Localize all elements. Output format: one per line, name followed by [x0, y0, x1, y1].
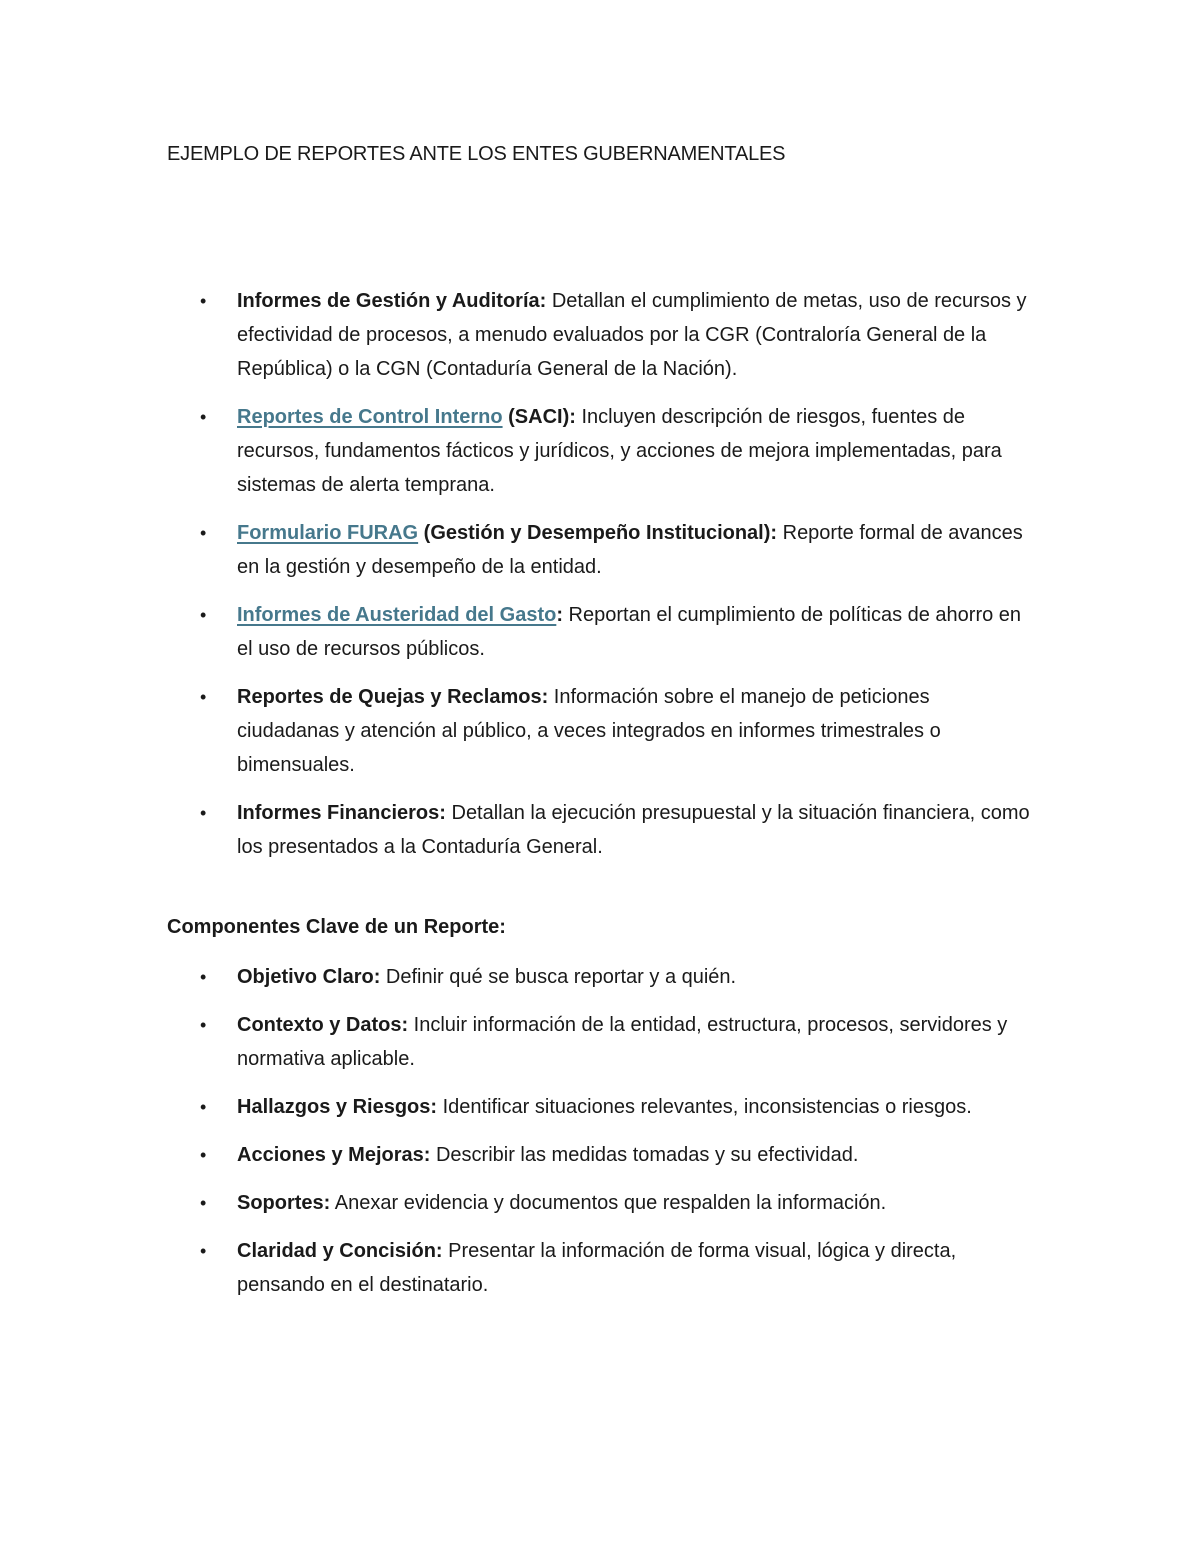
- item-text: Incluyen descripción de riesgos, fuentes de recursos, fundamentos fácticos y jurídicos, y acciones de mejora implementadas, para sistemas de alerta temprana.: [237, 406, 1002, 496]
- list-item: [200, 1090, 1030, 1124]
- components-heading: Componentes Clave de un Reporte:: [167, 916, 506, 938]
- item-term: (SACI):: [502, 406, 576, 428]
- item-term: Acciones y Mejoras:: [237, 1144, 431, 1166]
- components-list: [200, 960, 1030, 1316]
- bullet-icon: •: [200, 1193, 207, 1213]
- item-text: Identificar situaciones relevantes, inconsistencias o riesgos.: [437, 1096, 972, 1118]
- item-term: Soportes:: [237, 1192, 331, 1214]
- item-term: Claridad y Concisión:: [237, 1240, 443, 1262]
- bullet-icon: •: [200, 291, 207, 311]
- bullet-icon: •: [200, 803, 207, 823]
- item-term: :: [556, 604, 563, 626]
- bullet-icon: •: [200, 1145, 207, 1165]
- item-text: Información sobre el manejo de peticiones ciudadanas y atención al público, a veces integrados en informes trimestrales o bimensuales.: [237, 686, 941, 776]
- list-item: [200, 796, 1030, 864]
- bullet-icon: •: [200, 605, 207, 625]
- reports-list: [200, 284, 1030, 878]
- item-text: Describir las medidas tomadas y su efectividad.: [430, 1144, 859, 1166]
- bullet-icon: •: [200, 967, 207, 987]
- item-text: Detallan el cumplimiento de metas, uso de recursos y efectividad de procesos, a menudo evaluados por la CGR (Contraloría General de la República) o la CGN (Contaduría General de la Nación).: [237, 290, 1027, 380]
- list-item: [200, 1138, 1030, 1172]
- link-informes-austeridad[interactable]: Informes de Austeridad del Gasto: [237, 604, 557, 626]
- bullet-icon: •: [200, 1241, 207, 1261]
- item-term: Contexto y Datos:: [237, 1014, 409, 1036]
- item-term: Reportes de Quejas y Reclamos:: [237, 686, 549, 708]
- list-item: [200, 400, 1030, 502]
- item-term: (Gestión y Desempeño Institucional):: [418, 522, 778, 544]
- link-formulario-furag[interactable]: Formulario FURAG: [237, 522, 419, 544]
- item-term: Hallazgos y Riesgos:: [237, 1096, 438, 1118]
- list-item: [200, 1234, 1030, 1302]
- bullet-icon: •: [200, 687, 207, 707]
- list-item: [200, 284, 1030, 386]
- item-term: Informes de Gestión y Auditoría:: [237, 290, 547, 312]
- link-reportes-control-interno[interactable]: Reportes de Control Interno: [237, 406, 503, 428]
- item-text: Anexar evidencia y documentos que respalden la información.: [330, 1192, 887, 1214]
- item-term: Informes Financieros:: [237, 802, 446, 824]
- list-item: [200, 1008, 1030, 1076]
- list-item: [200, 960, 1030, 994]
- list-item: [200, 598, 1030, 666]
- list-item: [200, 680, 1030, 782]
- list-item: [200, 516, 1030, 584]
- item-term: Objetivo Claro:: [237, 966, 381, 988]
- bullet-icon: •: [200, 407, 207, 427]
- item-text: Definir qué se busca reportar y a quién.: [380, 966, 737, 988]
- item-text: Reportan el cumplimiento de políticas de ahorro en el uso de recursos públicos.: [237, 604, 1022, 660]
- bullet-icon: •: [200, 523, 207, 543]
- bullet-icon: •: [200, 1015, 207, 1035]
- list-item: [200, 1186, 1030, 1220]
- bullet-icon: •: [200, 1097, 207, 1117]
- item-text: Incluir información de la entidad, estructura, procesos, servidores y normativa aplicable.: [237, 1014, 1008, 1070]
- document-title: EJEMPLO DE REPORTES ANTE LOS ENTES GUBERNAMENTALES: [167, 143, 786, 165]
- item-text: Reporte formal de avances en la gestión y desempeño de la entidad.: [237, 522, 1023, 578]
- item-text: Detallan la ejecución presupuestal y la situación financiera, como los presentados a la Contaduría General.: [237, 802, 1030, 858]
- item-text: Presentar la información de forma visual, lógica y directa, pensando en el destinatario.: [237, 1240, 957, 1296]
